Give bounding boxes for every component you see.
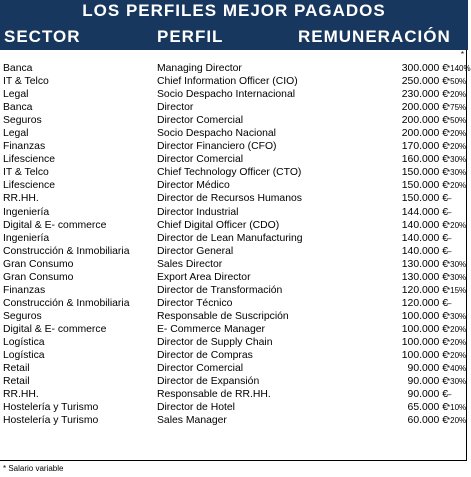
cell-remuneracion: 140.000 € xyxy=(401,219,448,231)
table-row xyxy=(0,401,468,414)
cell-remuneracion: 200.000 € xyxy=(401,102,448,114)
cell-remuneracion: 100.000 € xyxy=(401,310,448,322)
cell-variable: – xyxy=(447,390,452,400)
cell-perfil: Director de Recursos Humanos xyxy=(157,193,302,205)
cell-variable: *30% xyxy=(447,259,467,269)
cell-sector: Banca xyxy=(3,63,33,74)
table-body xyxy=(0,62,471,427)
cell-variable: *20% xyxy=(447,90,467,100)
cell-remuneracion: 144.000 € xyxy=(401,206,448,218)
cell-perfil: Director de Hotel xyxy=(157,402,235,414)
cell-variable: *50% xyxy=(447,116,467,126)
cell-perfil: Director Financiero (CFO) xyxy=(157,141,277,153)
cell-remuneracion: 140.000 € xyxy=(401,245,448,257)
column-header-sector: SECTOR xyxy=(4,27,81,46)
column-header-perfil: PERFIL xyxy=(157,27,224,46)
table-row xyxy=(0,323,468,336)
cell-remuneracion: 140.000 € xyxy=(401,232,448,244)
cell-sector: RR.HH. xyxy=(3,193,39,205)
table-row xyxy=(0,362,468,375)
table-row xyxy=(0,114,468,127)
cell-sector: Ingeniería xyxy=(3,232,50,244)
cell-remuneracion: 90.000 € xyxy=(407,363,448,375)
cell-variable: *20% xyxy=(447,181,467,191)
table-row xyxy=(0,284,468,297)
table-row xyxy=(0,153,468,166)
footnote: * Salario variable xyxy=(3,464,64,473)
cell-sector: Finanzas xyxy=(3,141,46,153)
table-row xyxy=(0,245,468,258)
cell-variable: *20% xyxy=(447,220,467,230)
cell-sector: Legal xyxy=(3,128,29,140)
cell-sector: Lifescience xyxy=(3,154,55,166)
cell-perfil: E- Commerce Manager xyxy=(157,323,265,335)
cell-variable: *20% xyxy=(447,142,467,152)
table-row xyxy=(0,258,468,271)
cell-sector: IT & Telco xyxy=(3,167,49,179)
cell-remuneracion: 130.000 € xyxy=(401,271,448,283)
cell-variable: *30% xyxy=(447,272,467,282)
cell-sector: IT & Telco xyxy=(3,76,49,88)
cell-sector: Digital & E- commerce xyxy=(3,323,107,335)
cell-perfil: Responsable de Suscripción xyxy=(157,310,289,322)
cell-perfil: Director de Compras xyxy=(157,350,253,362)
cell-remuneracion: 300.000 € xyxy=(401,63,448,74)
cell-sector: Hostelería y Turismo xyxy=(3,402,99,414)
page-title: LOS PERFILES MEJOR PAGADOS xyxy=(82,1,386,20)
cell-variable: – xyxy=(447,207,452,217)
table-row xyxy=(0,271,468,284)
column-header-remuneracion: REMUNERACIÓN xyxy=(298,27,451,46)
cell-remuneracion: 200.000 € xyxy=(401,128,448,140)
cell-remuneracion: 230.000 € xyxy=(401,89,448,101)
cell-variable: *140% xyxy=(447,64,471,73)
cell-perfil: Export Area Director xyxy=(157,271,251,283)
cell-variable: *40% xyxy=(447,364,467,374)
table-row xyxy=(0,62,471,75)
cell-perfil: Director Técnico xyxy=(157,297,233,309)
cell-perfil: Chief Technology Officer (CTO) xyxy=(157,167,302,179)
cell-perfil: Sales Manager xyxy=(157,415,227,427)
cell-remuneracion: 150.000 € xyxy=(401,193,448,205)
cell-sector: Finanzas xyxy=(3,284,46,296)
cell-sector: RR.HH. xyxy=(3,389,39,401)
cell-remuneracion: 100.000 € xyxy=(401,323,448,335)
cell-perfil: Director Industrial xyxy=(157,206,239,218)
cell-variable: *20% xyxy=(447,351,467,361)
cell-variable: – xyxy=(447,233,452,243)
table-row xyxy=(0,388,468,401)
cell-perfil: Director Comercial xyxy=(157,154,244,166)
table-row xyxy=(0,310,468,323)
cell-sector: Logística xyxy=(3,350,45,362)
table-row xyxy=(0,88,468,101)
cell-perfil: Sales Director xyxy=(157,258,223,270)
cell-perfil: Managing Director xyxy=(157,63,242,74)
cell-variable: *20% xyxy=(447,416,467,426)
cell-remuneracion: 250.000 € xyxy=(401,76,448,88)
cell-remuneracion: 65.000 € xyxy=(407,402,448,414)
cell-remuneracion: 170.000 € xyxy=(401,141,448,153)
table-row xyxy=(0,336,468,349)
cell-perfil: Director xyxy=(157,102,194,114)
cell-variable: *20% xyxy=(447,324,467,334)
table-row xyxy=(0,375,468,388)
table-row xyxy=(0,349,468,362)
cell-variable: *15% xyxy=(447,285,467,295)
cell-variable: – xyxy=(447,194,452,204)
cell-variable: – xyxy=(447,246,452,256)
table-row xyxy=(0,140,468,153)
cell-variable: *10% xyxy=(447,403,467,413)
table-row xyxy=(0,219,468,232)
cell-variable: *30% xyxy=(447,311,467,321)
cell-remuneracion: 150.000 € xyxy=(401,180,448,192)
cell-sector: Construcción & Inmobiliaria xyxy=(3,245,130,257)
table-row xyxy=(0,166,468,179)
cell-perfil: Director de Lean Manufacturing xyxy=(157,232,303,244)
cell-sector: Gran Consumo xyxy=(3,271,74,283)
cell-remuneracion: 90.000 € xyxy=(407,389,448,401)
table-row xyxy=(0,127,468,140)
cell-sector: Seguros xyxy=(3,310,42,322)
cell-sector: Logística xyxy=(3,336,45,348)
cell-sector: Lifescience xyxy=(3,180,55,192)
table-row xyxy=(0,192,468,205)
table-row xyxy=(0,179,468,192)
cell-perfil: Chief Digital Officer (CDO) xyxy=(157,219,280,231)
cell-remuneracion: 100.000 € xyxy=(401,336,448,348)
cell-variable: *30% xyxy=(447,155,467,165)
table-row xyxy=(0,101,468,114)
cell-variable: *30% xyxy=(447,168,467,178)
cell-perfil: Director Comercial xyxy=(157,115,244,127)
table-row xyxy=(0,297,468,310)
cell-perfil: Chief Information Officer (CIO) xyxy=(157,76,298,88)
cell-remuneracion: 120.000 € xyxy=(401,297,448,309)
cell-remuneracion: 120.000 € xyxy=(401,284,448,296)
cell-perfil: Director de Expansión xyxy=(157,376,260,388)
table-row xyxy=(0,75,468,88)
cell-perfil: Director de Transformación xyxy=(157,284,283,296)
cell-perfil: Director de Supply Chain xyxy=(157,336,273,348)
cell-sector: Digital & E- commerce xyxy=(3,219,107,231)
cell-perfil: Director Médico xyxy=(157,180,230,192)
cell-variable: *75% xyxy=(447,103,467,113)
table-row xyxy=(0,206,468,219)
cell-remuneracion: 160.000 € xyxy=(401,154,448,166)
cell-remuneracion: 100.000 € xyxy=(401,350,448,362)
table-row xyxy=(0,414,468,427)
cell-sector: Hostelería y Turismo xyxy=(3,415,99,427)
cell-sector: Retail xyxy=(3,376,30,388)
cell-sector: Legal xyxy=(3,89,29,101)
cell-variable: *30% xyxy=(447,377,467,387)
cell-remuneracion: 200.000 € xyxy=(401,115,448,127)
cell-sector: Seguros xyxy=(3,115,42,127)
cell-perfil: Responsable de RR.HH. xyxy=(157,389,271,401)
cell-perfil: Socio Despacho Nacional xyxy=(157,128,276,140)
cell-remuneracion: 130.000 € xyxy=(401,258,448,270)
cell-sector: Retail xyxy=(3,363,30,375)
cell-remuneracion: 150.000 € xyxy=(401,167,448,179)
table-row xyxy=(0,232,468,245)
cell-remuneracion: 60.000 € xyxy=(407,415,448,427)
cell-variable: *20% xyxy=(447,129,467,139)
variable-marker: * xyxy=(460,50,464,59)
cell-variable: *50% xyxy=(447,77,467,87)
cell-sector: Banca xyxy=(3,102,33,114)
cell-sector: Construcción & Inmobiliaria xyxy=(3,297,130,309)
cell-variable: – xyxy=(447,298,452,308)
table-header xyxy=(0,0,468,50)
cell-perfil: Director General xyxy=(157,245,234,257)
cell-perfil: Director Comercial xyxy=(157,363,244,375)
cell-sector: Gran Consumo xyxy=(3,258,74,270)
cell-remuneracion: 90.000 € xyxy=(407,376,448,388)
cell-sector: Ingeniería xyxy=(3,206,50,218)
cell-variable: *20% xyxy=(447,337,467,347)
cell-perfil: Socio Despacho Internacional xyxy=(157,89,296,101)
